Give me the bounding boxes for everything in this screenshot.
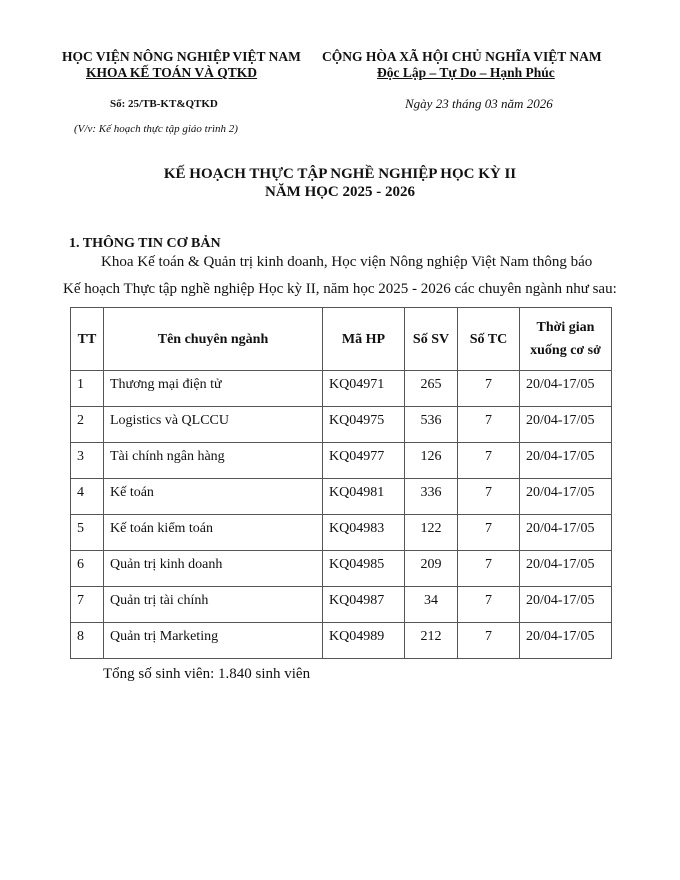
document-subtitle: NĂM HỌC 2025 - 2026 bbox=[265, 184, 415, 200]
cell-credits: 7 bbox=[458, 407, 520, 443]
cell-major-name: Tài chính ngân hàng bbox=[104, 443, 323, 479]
intro-paragraph-line-2: Kế hoạch Thực tập nghề nghiệp Học kỳ II, năm học 2025 - 2026 các chuyên ngành như sau: bbox=[63, 281, 617, 297]
table-row bbox=[71, 443, 612, 479]
cell-course-code: KQ04981 bbox=[323, 479, 405, 515]
table-row bbox=[71, 515, 612, 551]
cell-major-name: Kế toán kiểm toán bbox=[104, 515, 323, 551]
cell-credits: 7 bbox=[458, 443, 520, 479]
cell-tt: 7 bbox=[71, 587, 104, 623]
cell-time: 20/04-17/05 bbox=[520, 587, 612, 623]
header-time bbox=[520, 308, 612, 371]
table-row bbox=[71, 479, 612, 515]
cell-student-count: 209 bbox=[405, 551, 458, 587]
cell-major-name: Quản trị tài chính bbox=[104, 587, 323, 623]
table-row bbox=[71, 587, 612, 623]
cell-time: 20/04-17/05 bbox=[520, 551, 612, 587]
cell-time: 20/04-17/05 bbox=[520, 407, 612, 443]
header-major-name: Tên chuyên ngành bbox=[104, 308, 323, 371]
cell-time: 20/04-17/05 bbox=[520, 479, 612, 515]
cell-major-name: Kế toán bbox=[104, 479, 323, 515]
table-row bbox=[71, 623, 612, 659]
header-course-code: Mã HP bbox=[323, 308, 405, 371]
cell-course-code: KQ04983 bbox=[323, 515, 405, 551]
cell-credits: 7 bbox=[458, 587, 520, 623]
cell-credits: 7 bbox=[458, 623, 520, 659]
cell-course-code: KQ04985 bbox=[323, 551, 405, 587]
department-name: KHOA KẾ TOÁN VÀ QTKD bbox=[86, 65, 258, 80]
cell-tt: 3 bbox=[71, 443, 104, 479]
cell-tt: 1 bbox=[71, 371, 104, 407]
cell-time: 20/04-17/05 bbox=[520, 371, 612, 407]
header-credits: Số TC bbox=[458, 308, 520, 371]
cell-student-count: 536 bbox=[405, 407, 458, 443]
cell-course-code: KQ04975 bbox=[323, 407, 405, 443]
cell-student-count: 265 bbox=[405, 371, 458, 407]
table-row bbox=[71, 551, 612, 587]
cell-major-name: Quản trị Marketing bbox=[104, 623, 323, 659]
total-students: Tổng số sinh viên: 1.840 sinh viên bbox=[103, 666, 311, 682]
cell-major-name: Logistics và QLCCU bbox=[104, 407, 323, 443]
cell-student-count: 34 bbox=[405, 587, 458, 623]
cell-tt: 5 bbox=[71, 515, 104, 551]
header-time-line-1: Thời gian bbox=[536, 320, 595, 335]
cell-time: 20/04-17/05 bbox=[520, 515, 612, 551]
cell-major-name: Quản trị kinh doanh bbox=[104, 551, 323, 587]
cell-major-name: Thương mại điện tử bbox=[104, 371, 323, 407]
document-title: KẾ HOẠCH THỰC TẬP NGHỀ NGHIỆP HỌC KỲ II bbox=[163, 166, 517, 182]
cell-tt: 6 bbox=[71, 551, 104, 587]
cell-student-count: 122 bbox=[405, 515, 458, 551]
intro-paragraph-line-1: Khoa Kế toán & Quản trị kinh doanh, Học viện Nông nghiệp Việt Nam thông báo bbox=[101, 254, 593, 270]
cell-credits: 7 bbox=[458, 479, 520, 515]
header-time-line-2: xuống cơ sở bbox=[530, 343, 601, 358]
document-subject: (V/v: Kế hoạch thực tập giáo trình 2) bbox=[74, 123, 238, 135]
cell-credits: 7 bbox=[458, 515, 520, 551]
table-row bbox=[71, 407, 612, 443]
cell-time: 20/04-17/05 bbox=[520, 443, 612, 479]
cell-course-code: KQ04989 bbox=[323, 623, 405, 659]
cell-tt: 4 bbox=[71, 479, 104, 515]
organization-name: HỌC VIỆN NÔNG NGHIỆP VIỆT NAM bbox=[62, 49, 301, 64]
table-header-row bbox=[71, 308, 612, 371]
cell-student-count: 126 bbox=[405, 443, 458, 479]
header-student-count: Số SV bbox=[405, 308, 458, 371]
document-number: Số: 25/TB-KT&QTKD bbox=[110, 98, 218, 110]
section-heading: 1. THÔNG TIN CƠ BẢN bbox=[69, 236, 221, 251]
cell-tt: 8 bbox=[71, 623, 104, 659]
nation-title: CỘNG HÒA XÃ HỘI CHỦ NGHĨA VIỆT NAM bbox=[322, 49, 602, 64]
cell-course-code: KQ04977 bbox=[323, 443, 405, 479]
table-row bbox=[71, 371, 612, 407]
cell-student-count: 212 bbox=[405, 623, 458, 659]
cell-student-count: 336 bbox=[405, 479, 458, 515]
national-motto: Độc Lập – Tự Do – Hạnh Phúc bbox=[377, 65, 555, 80]
header-tt: TT bbox=[71, 308, 104, 371]
cell-time: 20/04-17/05 bbox=[520, 623, 612, 659]
cell-credits: 7 bbox=[458, 551, 520, 587]
cell-tt: 2 bbox=[71, 407, 104, 443]
cell-credits: 7 bbox=[458, 371, 520, 407]
cell-course-code: KQ04971 bbox=[323, 371, 405, 407]
cell-course-code: KQ04987 bbox=[323, 587, 405, 623]
majors-table bbox=[70, 307, 612, 659]
document-date: Ngày 23 tháng 03 năm 2026 bbox=[405, 96, 553, 111]
